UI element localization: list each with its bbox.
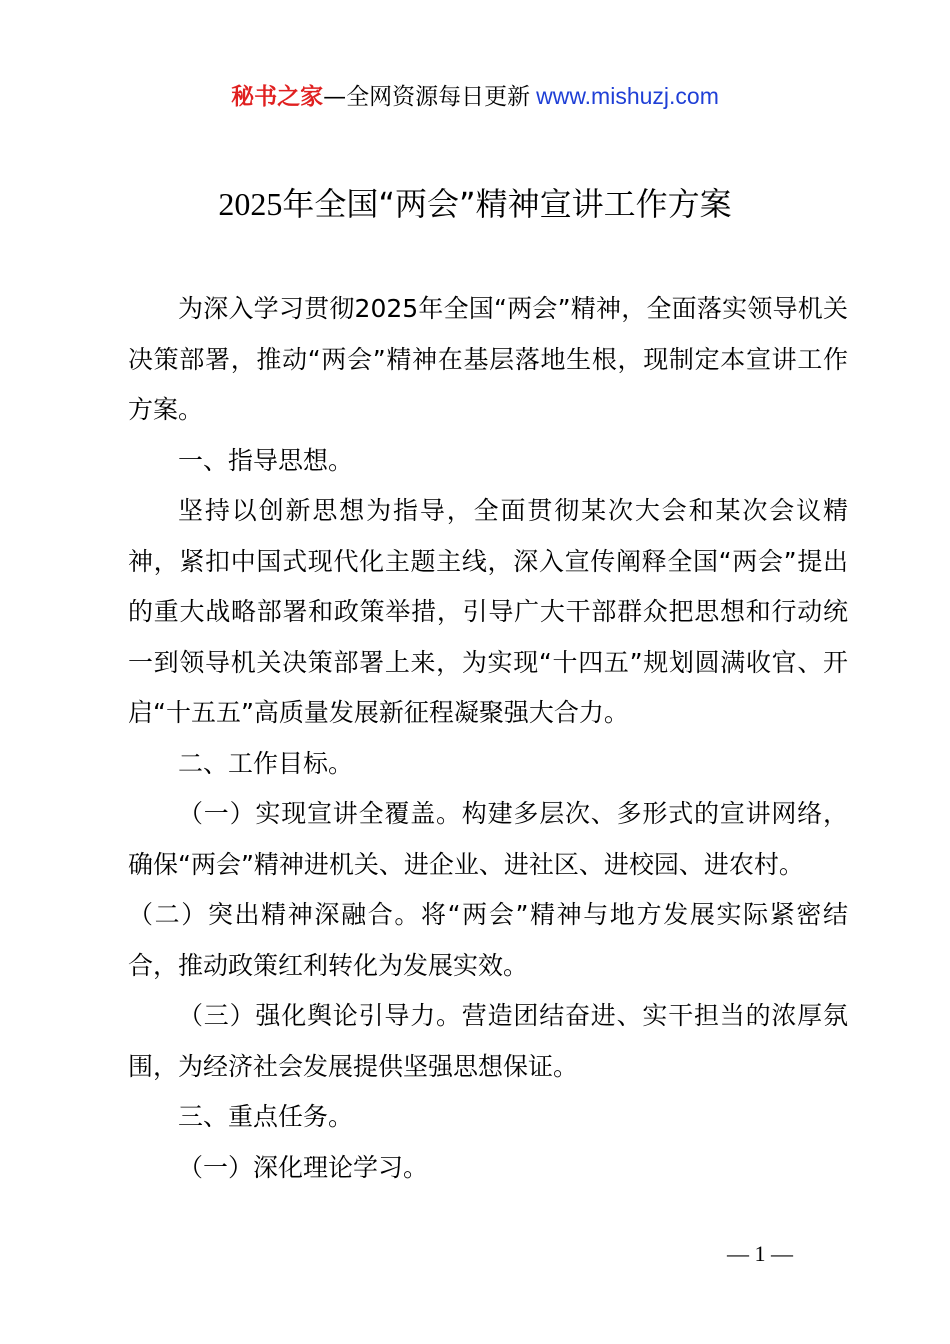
- guiding-thought-paragraph: 坚持以创新思想为指导，全面贯彻某次大会和某次会议精神，紧扣中国式现代化主题主线，深入宣传阐释全国“两会”提出的重大战略部署和政策举措，引导广大干部群众把思想和行动统一到领导机关决策部署上来，为实现“十四五”规划圆满收官、开启“十五五”高质量发展新征程凝聚强大合力。: [128, 496, 848, 727]
- goal-item-1: （一）实现宣讲全覆盖。构建多层次、多形式的宣讲网络，确保“两会”精神进机关、进企业、进社区、进校园、进农村。: [128, 799, 848, 879]
- intro-paragraph: 为深入学习贯彻2025年全国“两会”精神，全面落实领导机关决策部署，推动“两会”精神在基层落地生根，现制定本宣讲工作方案。: [128, 294, 848, 424]
- section-heading-work-goals: 二、工作目标。: [178, 748, 354, 778]
- goal-item-3: （三）强化舆论引导力。营造团结奋进、实干担当的浓厚氛围，为经济社会发展提供坚强思想保证。: [128, 1001, 848, 1081]
- site-url-link[interactable]: www.mishuzj.com: [536, 83, 719, 109]
- page-number: — 1 —: [727, 1241, 793, 1266]
- site-header: [0, 78, 950, 115]
- section-heading-guiding-thought: 一、指导思想。: [178, 445, 354, 475]
- document-body: [128, 284, 848, 1193]
- document-title: [0, 180, 950, 228]
- document-title-text: 年全国“两会”精神宣讲工作方案: [282, 185, 732, 223]
- section-heading-key-tasks: 三、重点任务。: [178, 1102, 354, 1131]
- task-item-1: （一）深化理论学习。: [178, 1152, 429, 1182]
- site-brand: 秘书之家: [231, 84, 324, 110]
- goal-item-2: （二）突出精神深融合。将“两会”精神与地方发展实际紧密结合，推动政策红利转化为发展实效。: [128, 900, 848, 980]
- site-slogan: —全网资源每日更新: [323, 84, 531, 110]
- document-title-year: 2025: [218, 186, 283, 222]
